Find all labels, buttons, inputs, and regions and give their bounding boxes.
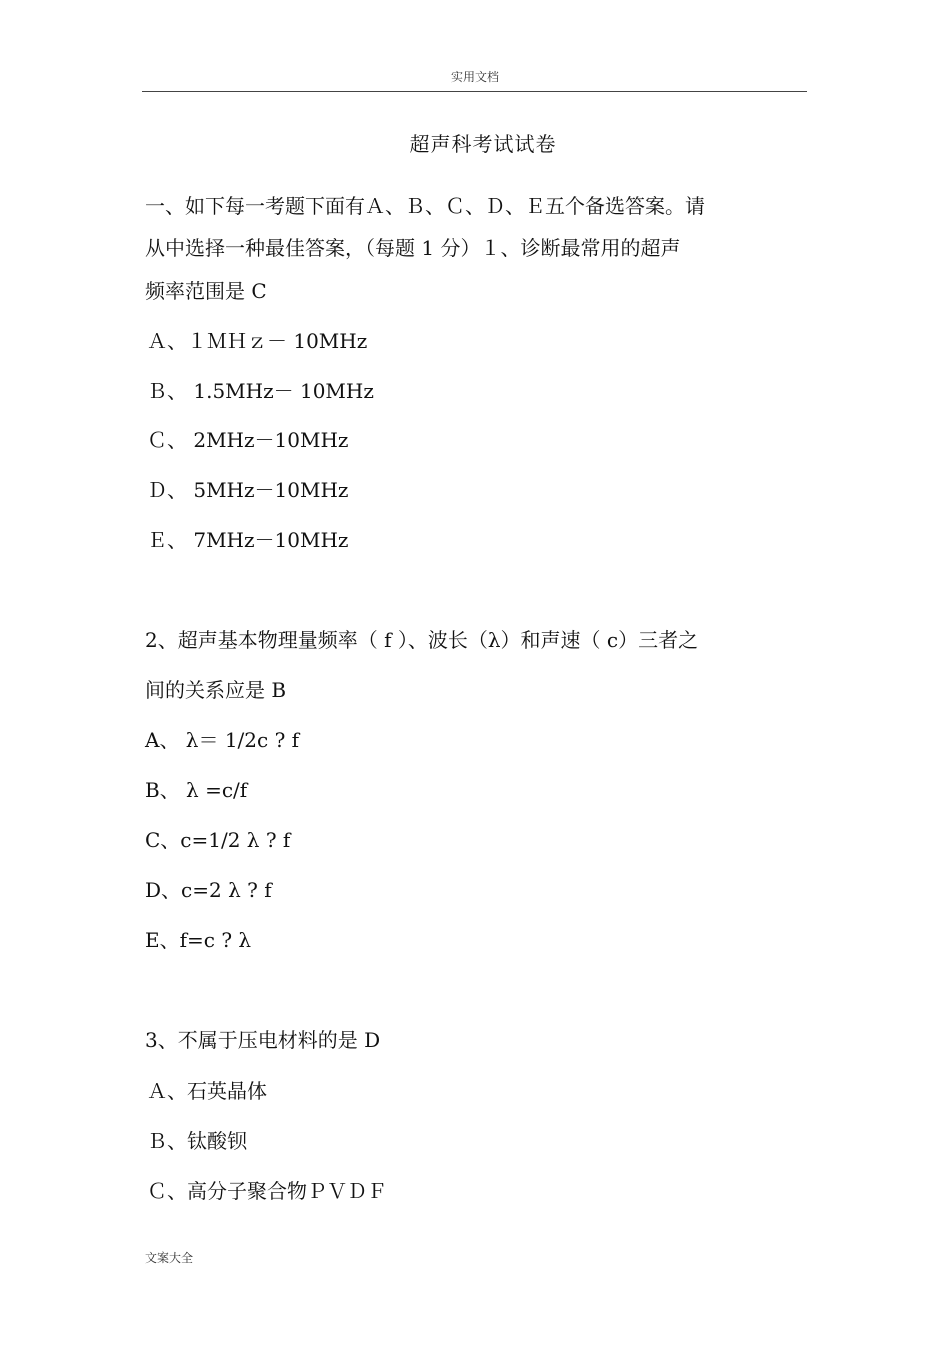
intro-line-2: 从中选择一种最佳答案，（每题 1 分）１、诊断最常用的超声 (145, 236, 681, 260)
q1-option-a: Ａ、１ＭＨｚ－ 10MHz (147, 329, 368, 353)
q3-option-b: Ｂ、钛酸钡 (147, 1129, 247, 1153)
q2-option-a: A、 λ＝ 1/2c ? f (145, 728, 300, 752)
q3-option-a: Ａ、石英晶体 (147, 1079, 267, 1103)
q3-option-c: Ｃ、高分子聚合物ＰＶＤＦ (147, 1179, 387, 1203)
q3-stem: 3、不属于压电材料的是 D (145, 1028, 381, 1052)
q2-option-e: E、f=c ? λ (145, 928, 252, 952)
q1-option-d: Ｄ、 5MHz－10MHz (147, 478, 349, 502)
q1-option-e: Ｅ、 7MHz－10MHz (147, 528, 349, 552)
intro-line-3: 频率范围是 C (145, 279, 267, 303)
page-title: 超声科考试试卷 (409, 132, 557, 156)
intro-line-1: 一、如下每一考题下面有Ａ、Ｂ、Ｃ、Ｄ、Ｅ五个备选答案。请 (145, 194, 705, 218)
q2-option-c: C、c=1/2 λ ? f (145, 828, 291, 852)
header-divider (142, 91, 807, 92)
page-footer: 文案大全 (145, 1251, 194, 1265)
q1-option-c: Ｃ、 2MHz－10MHz (147, 428, 349, 452)
q2-option-d: D、c=2 λ ? f (145, 878, 272, 902)
q1-option-b: Ｂ、 1.5MHz－ 10MHz (147, 379, 374, 403)
q2-option-b: B、 λ =c/f (145, 778, 248, 802)
header-text: 实用文档 (450, 70, 499, 84)
q2-stem-line-2: 间的关系应是 B (145, 678, 287, 702)
q2-stem-line-1: 2、超声基本物理量频率（ f ）、波长（λ）和声速（ c）三者之 (145, 628, 699, 652)
